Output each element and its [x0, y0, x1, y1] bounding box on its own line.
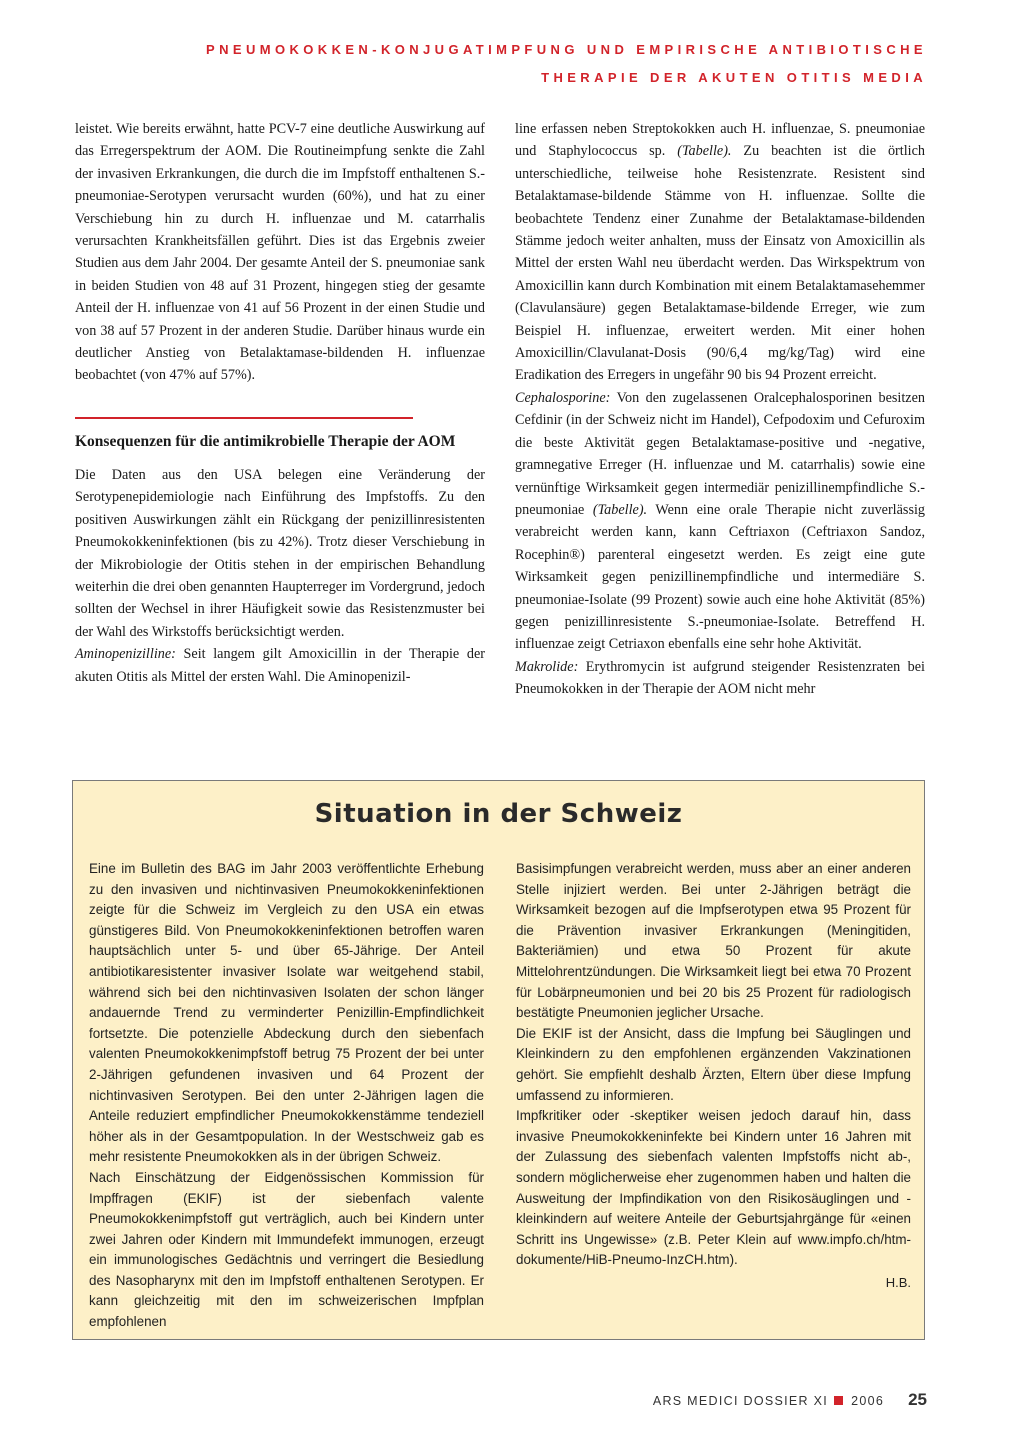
macrolides-text: Erythromycin ist aufgrund steigender Resistenzraten bei Pneumokokken in der Therapie der AOM nicht mehr	[515, 658, 925, 698]
page-footer	[653, 1390, 927, 1410]
aminopenicillins-label: Aminopenizilline:	[75, 646, 176, 663]
section-heading: Konsequenzen für die antimikrobielle Therapie der AOM	[75, 432, 456, 450]
box-paragraph-ekif-recommendation: Die EKIF ist der Ansicht, dass die Impfung bei Säuglingen und Kleinkindern zu den empfohlenen ergänzenden Vakzinationen gehört. Sie empfiehlt deshalb Ärzten, Eltern über diese Impfung umfassend zu informieren.	[516, 1025, 911, 1103]
paragraph-pcv7-impact: leistet. Wie bereits erwähnt, hatte PCV-7 eine deutliche Auswirkung auf das Erregerspektrum der AOM. Die Routineimpfung senkte die Zahl der invasiven Erkrankungen, die durch die im Impfstoff enthaltenen S.-pneumoniae-Serotypen verursacht wurden (60%), und hat zu einer Verschiebung hin zu durch H. influenzae und M. catarrhalis verursachten Krankheitsfällen geführt. Dies ist das Ergebnis zweier Studien aus dem Jahr 2004. Der gesamte Anteil der S. pneumoniae sank in beiden Studien von 48 auf 31 Prozent, hingegen stieg der gesamte Anteil der H. influenzae von 41 auf 56 Prozent in der einen Studie und von 38 auf 57 Prozent in der anderen Studie. Darüber hinaus wurde ein deutlicher Anstieg von Betalaktamase-bildenden H. influenzae beobachtet (von 47% auf 57%).	[75, 121, 485, 384]
box-title: Situation in der Schweiz	[314, 799, 683, 829]
footer-year: 2006	[851, 1394, 885, 1408]
box-right-column	[516, 859, 911, 1293]
right-column	[515, 118, 925, 701]
amoxicillin-text-a: line erfassen neben Streptokokken auch H. influenzae, S. pneumoniae und Staphylococcus sp.	[515, 121, 925, 160]
cephalosporins-text-a: Von den zugelassenen Oralcephalosporinen besitzen Cefdinir (in der Schweiz nicht im Handel), Cefpodoxim und Cefuroxim die beste Aktivität gegen Betalaktamase-positive und -negative, gramnegative Erreger (H. influenzae und M. catarrhalis) sowie eine vernünftige Wirksamkeit gegen intermediär penizillinempfindliche S.-pneumoniae	[515, 389, 925, 518]
aminopenicillins-text: Seit langem gilt Amoxicillin in der Therapie der akuten Otitis als Mittel der ersten Wahl. Die Aminopenizil-	[75, 646, 485, 685]
macrolides-label: Makrolide:	[515, 658, 579, 675]
paragraph-macrolides	[515, 656, 925, 701]
box-left-column	[89, 859, 484, 1333]
table-reference: (Tabelle).	[677, 143, 732, 160]
box-paragraph-critics: Impfkritiker oder -skeptiker weisen jedoch darauf hin, dass invasive Pneumokokkeninfekte bei Kindern unter 16 Jahren mit der Zulassung des siebenfach valenten Impfstoffs nicht ab-, sondern möglicherweise eher zugenommen haben und halten die Ausweitung der Impfindikation von den Risikosäuglingen und -kleinkindern auf weitere Anteile der Geburtsjahrgänge für «einen Schritt ins Ungewisse» (z.B. Peter Klein auf www.impfo.ch/htm-dokumente/HiB-Pneumo-InzCH.htm).	[516, 1108, 911, 1268]
paragraph-cephalosporins	[515, 387, 925, 656]
box-paragraph-ekif-assessment: Nach Einschätzung der Eidgenössischen Kommission für Impffragen (EKIF) ist der siebenfach valente Pneumokokkenimpfstoff gut verträglich, auch bei Kindern unter zwei Jahren oder Kindern mit Immundefekt immunogen, erzeugt ein immunologisches Gedächtnis und verringert die Besiedlung des Nasopharynx mit den im Impfstoff enthaltenen Serotypen. Er kann gleichzeitig mit den im schweizerischen Impfplan empfohlenen	[89, 1169, 484, 1330]
cephalosporins-text-b: Wenn eine orale Therapie nicht zuverlässig verabreicht werden kann, kann Ceftriaxon (Ceftriaxon Sandoz, Rocephin®) parenteral eingesetzt werden. Es zeigt eine gute Wirksamkeit gegen penizillinempfindliche und intermediäre S. pneumoniae-Isolate (99 Prozent) sowie auch eine hohe Aktivität (85%) gegen penizillinresistente S.-pneumoniae-Isolate. Betreffend H. influenzae zeigt Cetriaxon ebenfalls eine sehr hohe Aktivität.	[515, 501, 926, 653]
amoxicillin-text-b: Zu beachten ist die örtlich unterschiedliche, teilweise hohe Resistenzrate. Resistent sind Betalaktamase-bildende Stämme von H. influenzae. Sollte die beobachtete Tendenz einer Zunahme der Betalaktamase-bildenden Stämme jedoch weiter anhalten, muss der Einsatz von Amoxicillin als Mittel der ersten Wahl neu überdacht werden. Das Wirkspektrum von Amoxicillin kann durch Kombination mit einem Betalaktamasehemmer (Clavulansäure) gegen Betalaktamase-bildende Erreger, wie zum Beispiel H. influenzae, erweitert werden. Mit einer hohen Amoxicillin/Clavulanat-Dosis (90/6,4 mg/kg/Tag) wird eine Eradikation des Erregers in ungefähr 90 bis 94 Prozent erreicht.	[515, 143, 925, 384]
running-head	[206, 36, 927, 92]
running-head-line-1: PNEUMOKOKKEN-KONJUGATIMPFUNG UND EMPIRISCHE ANTIBIOTISCHE	[206, 42, 927, 57]
cephalosporins-label: Cephalosporine:	[515, 389, 611, 406]
box-paragraph-survey: Eine im Bulletin des BAG im Jahr 2003 veröffentlichte Erhebung zu den invasiven und nichtinvasiven Pneumokokkeninfektionen zeigte für die Schweiz im Vergleich zu den USA ein etwas günstigeres Bild. Von Pneumokokkeninfektionen betroffen waren hauptsächlich unter 5- und über 65-Jährige. Der Anteil antibiotikaresistenter invasiver Isolate war weitgehend stabil, während sich bei den nichtinvasiven Isolaten der schon länger andauernde Trend zu verminderter Penizillin-Empfindlichkeit fortsetzte. Die potenzielle Abdeckung durch den siebenfach valenten Pneumokokkenimpfstoff betrug 75 Prozent der bei unter 2-Jährigen gefundenen invasiven und 64 Prozent der nichtinvasiven Serotypen. Bei den unter 2-Jährigen lagen die Anteile reduziert empfindlicher Pneumokokkenstämme tendeziell höher als in der Gesamtpopulation. In der Westschweiz gab es mehr resistente Pneumokokken als in der übrigen Schweiz.	[89, 861, 484, 1165]
footer-square-icon	[834, 1396, 843, 1405]
info-box	[72, 780, 925, 1340]
paragraph-amoxicillin	[515, 118, 925, 387]
box-signature: H.B.	[885, 1274, 911, 1290]
page-number: 25	[908, 1390, 927, 1409]
left-column	[75, 118, 485, 688]
paragraph-usa-data: Die Daten aus den USA belegen eine Veränderung der Serotypenepidemiologie nach Einführung des Impfstoffs. Zu den positiven Auswirkungen zählt ein Rückgang der penizillinresistenten Pneumokokkeninfektionen (bis zu 42%). Trotz dieser Verschiebung in der Mikrobiologie der Otitis stehen in der empirischen Behandlung weiterhin die drei oben genannten Haupterreger im Vordergrund, jedoch sollten der Wechsel in ihrer Häufigkeit sowie das Resistenzmuster bei der Wahl des Wirkstoffs berücksichtigt werden.	[75, 466, 485, 640]
running-head-line-2: THERAPIE DER AKUTEN OTITIS MEDIA	[541, 70, 927, 85]
footer-publication: ARS MEDICI DOSSIER XI	[652, 1394, 829, 1408]
box-paragraph-efficacy: Basisimpfungen verabreicht werden, muss aber an einer anderen Stelle injiziert werden. Bei unter 2-Jährigen beträgt die Wirksamkeit bezogen auf die Impfserotypen etwa 95 Prozent für die Prävention invasiver Erkrankungen (Meningitiden, Bakteriämien) und etwa 50 Prozent für akute Mittelohrentzündungen. Die Wirksamkeit liegt bei etwa 70 Prozent für Lobärpneumonien und bei 20 bis 25 Prozent für radiologisch bestätigte Pneumonien jeglicher Ursache.	[516, 861, 911, 1021]
paragraph-aminopenicillins	[75, 643, 485, 688]
section-rule	[75, 417, 413, 419]
table-reference: (Tabelle).	[592, 501, 648, 518]
